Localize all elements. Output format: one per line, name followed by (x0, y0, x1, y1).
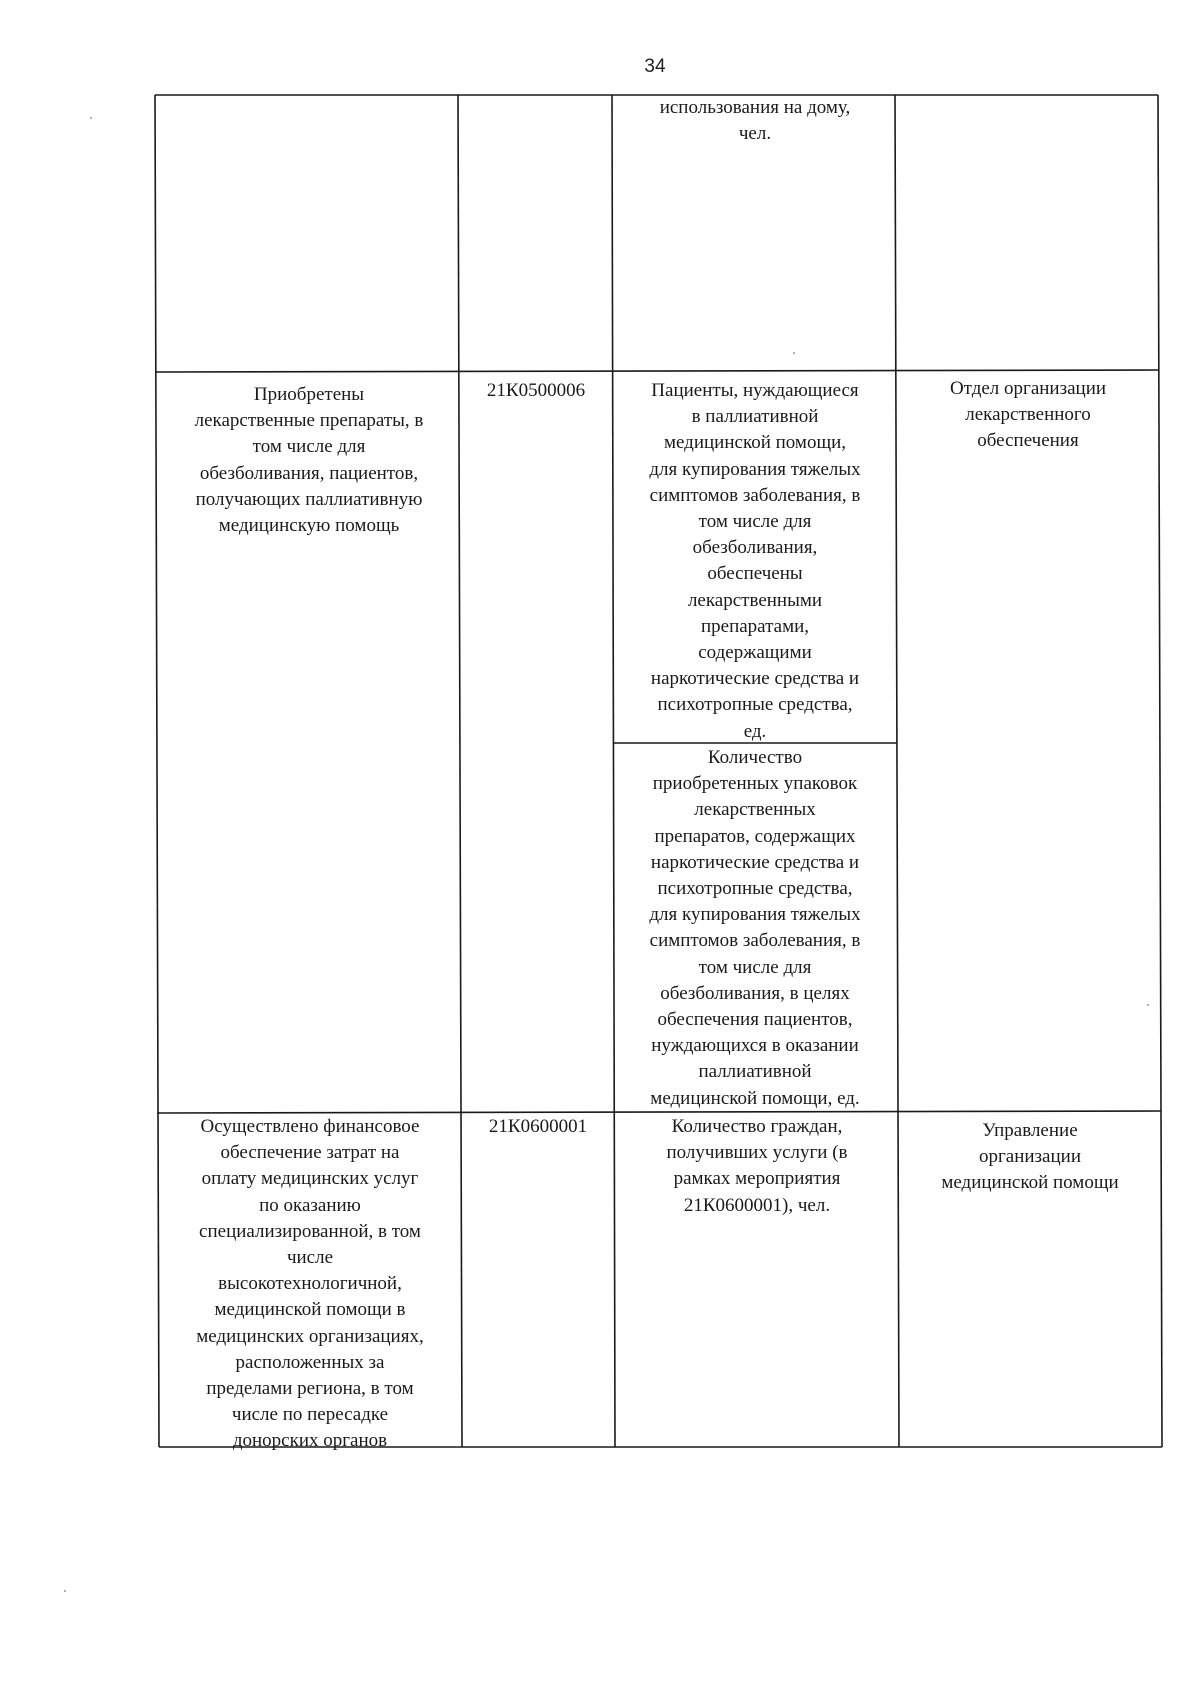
row3-measure-cell: Осуществлено финансовое обеспечение затрат на оплату медицинских услуг по оказанию специализированной, в том числе высокотехнологичной, медицинской помощи в медицинских организациях, расположенных за пределами региона, в том числе по пересадке донорских органов (196, 1116, 424, 1452)
row3-indicator-cell: Количество граждан, получивших услуги (в рамках мероприятия 21К0600001), чел. (666, 1116, 848, 1216)
scan-artifact (90, 117, 92, 119)
row3-code-cell: 21К0600001 (488, 1116, 588, 1137)
row2-responsible-cell: Отдел организации лекарственного обеспечения (949, 378, 1107, 452)
scan-artifact (1147, 1004, 1149, 1006)
scan-artifact (793, 352, 795, 354)
row3-responsible-cell: Управление организации медицинской помощи (941, 1120, 1119, 1194)
row1-responsible-cell (898, 96, 1158, 370)
scan-artifact (64, 1590, 66, 1592)
row2-indicator-cell-a: Пациенты, нуждающиеся в паллиативной медицинской помощи, для купирования тяжелых симптомов заболевания, в том числе для обезболивания, обеспечены лекарственными препаратами, содержащими наркотические средства и психотропные средства, ед. (649, 380, 861, 742)
row2-code-cell: 21К0500006 (486, 380, 586, 401)
table-left-border (155, 95, 159, 1447)
row2-measure-cell: Приобретены лекарственные препараты, в том числе для обезболивания, пациентов, получающих паллиативную медицинскую помощь (194, 384, 424, 537)
row1-code-cell (460, 96, 612, 370)
row2-indicator-cell-b: Количество приобретенных упаковок лекарственных препаратов, содержащих наркотические средства и психотропные средства, для купирования тяжелых симптомов заболевания, в том числе для обезболивания, в целях обеспечения пациентов, нуждающихся в оказании паллиативной медицинской помощи, ед. (649, 747, 861, 1109)
row1-measure-cell (160, 96, 458, 370)
page-number: 34 (644, 56, 666, 77)
row1-indicator-cell: использования на дому, чел. (659, 97, 851, 145)
